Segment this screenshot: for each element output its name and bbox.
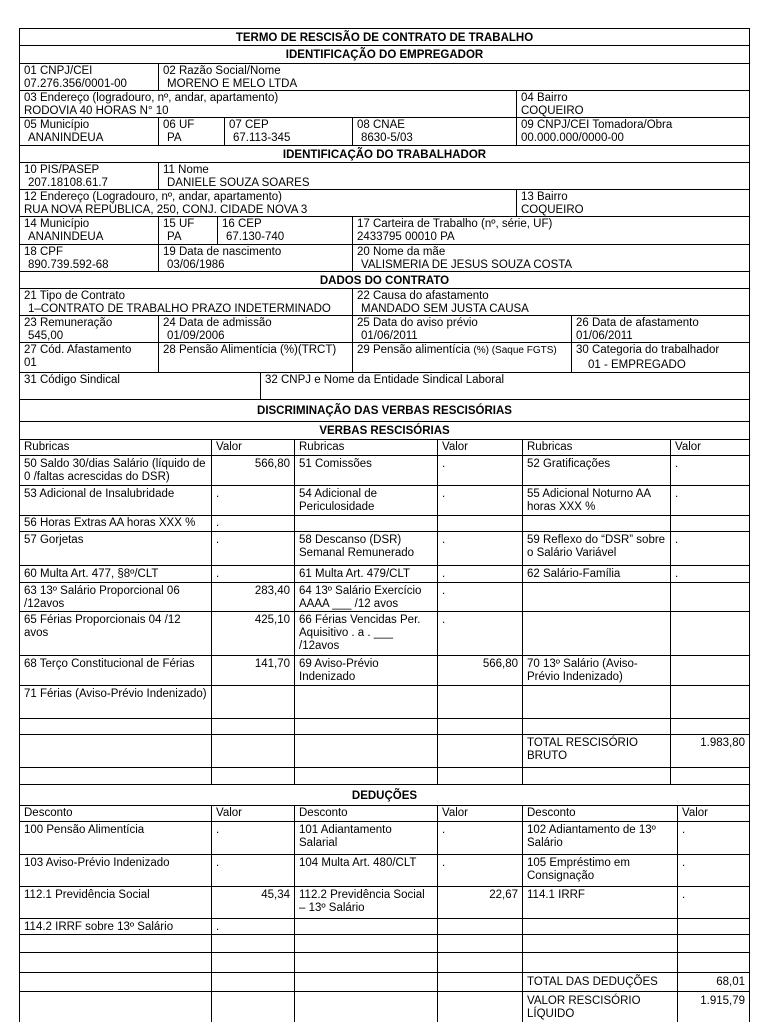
field-data-nascimento	[158, 245, 352, 271]
empty-cell	[522, 612, 670, 655]
empty-cell	[211, 953, 294, 972]
field-label: 16 CEP	[222, 218, 262, 230]
col-header-valor: Valor	[677, 806, 749, 821]
empty-cell	[437, 935, 522, 952]
table-row	[19, 532, 750, 566]
rubrica-55: 55 Adicional Noturno AA horas XXX %	[522, 486, 670, 515]
field-value: 00.000.000/0000-00	[521, 132, 624, 144]
field-remuneracao	[20, 316, 158, 342]
valor-51: .	[437, 456, 522, 485]
table-row	[19, 953, 750, 973]
field-value: 07.276.356/0001-00	[24, 78, 127, 90]
desconto-100: 100 Pensão Alimentícia	[24, 824, 145, 836]
field-cep	[224, 118, 352, 145]
field-label: 26 Data de afastamento	[576, 317, 699, 329]
valor-102: .	[677, 822, 749, 854]
field-value: 890.739.592-68	[28, 259, 109, 271]
desconto-112-1: 112.1 Previdência Social	[24, 889, 150, 901]
rubrica-60: 60 Multa Art. 477, §8º/CLT	[24, 568, 159, 580]
col-header-valor: Valor	[211, 806, 294, 821]
trabalhador-row-3	[19, 217, 750, 245]
field-label: 24 Data de admissão	[163, 317, 272, 329]
deducoes-column-header	[19, 806, 750, 822]
empregador-row-1	[19, 64, 750, 91]
total-deducoes-value: 68,01	[677, 973, 749, 991]
table-row	[19, 516, 750, 532]
field-value: COQUEIRO	[521, 105, 584, 117]
field-label: 32 CNPJ e Nome da Entidade Sindical Laboral	[265, 374, 505, 386]
empty-cell	[294, 919, 437, 934]
empty-cell	[437, 735, 522, 767]
field-nome-mae	[352, 245, 749, 271]
rubrica-68: 68 Terço Constitucional de Férias	[24, 658, 195, 670]
field-cnae	[352, 118, 516, 145]
field-label: 19 Data de nascimento	[163, 246, 282, 258]
empty-cell	[522, 768, 670, 784]
field-label: 18 CPF	[24, 246, 63, 258]
rubrica-64: 64 13º Salário Exercício AAAA ___ /12 avos	[294, 583, 437, 611]
field-cod-afastamento	[20, 343, 158, 372]
field-value: ANANINDEUA	[28, 231, 104, 243]
desconto-103: 103 Aviso-Prévio Indenizado	[24, 857, 170, 869]
field-label: 20 Nome da mãe	[357, 246, 446, 258]
table-row	[19, 656, 750, 686]
desconto-102: 102 Adiantamento de 13º Salário	[522, 822, 677, 854]
field-label: 03 Endereço (logradouro, nº, andar, apartamento)	[24, 92, 279, 104]
total-deducoes-label: TOTAL DAS DEDUÇÕES	[522, 973, 677, 991]
valor-liquido-label: VALOR RESCISÓRIO LÍQUIDO	[522, 992, 677, 1022]
rubrica-66: 66 Férias Vencidas Per. Aquisitivo . a . ___ /12avos	[294, 612, 437, 655]
empty-cell	[522, 516, 670, 531]
field-municipio-trabalhador	[20, 217, 158, 244]
field-uf	[158, 118, 224, 145]
valor-68: 141,70	[211, 656, 294, 685]
valor-114-1: .	[677, 887, 749, 918]
field-label: 31 Código Sindical	[24, 374, 120, 386]
empty-cell	[522, 719, 670, 734]
col-header-rubricas: Rubricas	[522, 440, 670, 455]
field-label-suffix: (%) (Saque FGTS)	[473, 345, 557, 356]
empty-cell	[437, 919, 522, 934]
contrato-row-4	[19, 373, 750, 400]
empty-cell	[437, 992, 522, 1022]
field-label: 25 Data do aviso prévio	[357, 317, 478, 329]
rubrica-53: 53 Adicional de Insalubridade	[24, 488, 175, 500]
title-row	[19, 28, 750, 46]
field-label: 02 Razão Social/Nome	[163, 65, 281, 77]
empty-cell	[20, 973, 211, 991]
col-header-valor: Valor	[211, 440, 294, 455]
valor-52: .	[670, 456, 749, 485]
field-label: 27 Cód. Afastamento	[24, 344, 132, 356]
empty-cell	[211, 686, 294, 718]
table-row	[19, 566, 750, 583]
valor-100: .	[211, 822, 294, 854]
empty-cell	[670, 583, 749, 611]
field-label	[357, 344, 567, 357]
valor-112-1: 45,34	[211, 887, 294, 918]
field-endereco	[20, 91, 516, 117]
contrato-row-3	[19, 343, 750, 373]
empty-cell	[294, 973, 437, 991]
col-header-desconto: Desconto	[294, 806, 437, 821]
rubrica-62: 62 Salário-Família	[522, 566, 670, 582]
valor-63: 283,40	[211, 583, 294, 611]
empty-cell	[670, 719, 749, 734]
col-header-valor: Valor	[670, 440, 749, 455]
empty-cell	[522, 935, 677, 952]
field-categoria	[571, 343, 749, 372]
empty-cell	[522, 583, 670, 611]
trabalhador-row-1	[19, 163, 750, 190]
field-causa-afastamento	[352, 289, 749, 315]
empregador-row-3	[19, 118, 750, 146]
col-header-desconto: Desconto	[24, 807, 73, 819]
field-label: 28 Pensão Alimentícia (%)(TRCT)	[163, 344, 337, 356]
valor-60: .	[211, 566, 294, 582]
field-value: 67.130-740	[226, 231, 285, 243]
desconto-114-1: 114.1 IRRF	[522, 887, 677, 918]
field-data-aviso-previo	[352, 316, 571, 342]
field-label: 05 Município	[24, 119, 90, 131]
field-value: 03/06/1986	[167, 259, 225, 271]
valor-66: .	[437, 612, 522, 655]
valor-57: .	[211, 532, 294, 565]
empty-cell	[670, 612, 749, 655]
empty-cell	[294, 719, 437, 734]
empty-cell	[437, 973, 522, 991]
contrato-row-1	[19, 289, 750, 316]
rubrica-65: 65 Férias Proporcionais 04 /12 avos	[24, 614, 181, 639]
col-header-desconto: Desconto	[522, 806, 677, 821]
field-cnpj-tomadora	[516, 118, 749, 145]
section-heading-trabalhador: IDENTIFICAÇÃO DO TRABALHADOR	[282, 149, 487, 161]
valor-55: .	[670, 486, 749, 515]
empty-cell	[677, 935, 749, 952]
empty-cell	[294, 516, 437, 531]
field-label: 17 Carteira de Trabalho (nº, série, UF)	[357, 218, 553, 230]
empty-cell	[437, 516, 522, 531]
empty-cell	[20, 953, 211, 972]
table-row	[19, 686, 750, 719]
section-heading-verbas: DISCRIMINAÇÃO DAS VERBAS RESCISÓRIAS	[257, 405, 512, 417]
valor-62: .	[670, 566, 749, 582]
empregador-row-2	[19, 91, 750, 118]
field-value: COQUEIRO	[521, 204, 584, 216]
field-bairro	[516, 91, 749, 117]
table-row	[19, 973, 750, 992]
field-value: 207.18108.61.7	[28, 177, 108, 189]
empty-cell	[437, 686, 522, 718]
empty-cell	[670, 656, 749, 685]
field-label: 13 Bairro	[521, 191, 568, 203]
table-row	[19, 612, 750, 656]
field-value: 8630-5/03	[361, 132, 413, 144]
field-value: 2433795 00010 PA	[357, 231, 455, 243]
valor-105: .	[677, 855, 749, 886]
section-subheading-verbas: VERBAS RESCISÓRIAS	[319, 425, 450, 437]
trabalhador-row-4	[19, 245, 750, 272]
rubrica-54: 54 Adicional de Periculosidade	[294, 486, 437, 515]
empty-cell	[677, 919, 749, 934]
rubrica-56: 56 Horas Extras AA horas XXX %	[24, 517, 196, 529]
empty-cell	[670, 686, 749, 718]
verbas-heading-row	[19, 400, 750, 422]
desconto-105: 105 Empréstimo em Consignação	[522, 855, 677, 886]
field-data-admissao	[158, 316, 352, 342]
desconto-114-2: 114.2 IRRF sobre 13º Salário	[24, 921, 174, 933]
valor-54: .	[437, 486, 522, 515]
field-label: 04 Bairro	[521, 92, 568, 104]
empty-cell	[670, 768, 749, 784]
empty-cell	[437, 719, 522, 734]
total-bruto-label: TOTAL RESCISÓRIO BRUTO	[522, 735, 670, 767]
table-row	[19, 887, 750, 919]
field-endereco-trabalhador	[20, 190, 516, 216]
valor-59: .	[670, 532, 749, 565]
field-value: 67.113-345	[233, 132, 291, 144]
rubrica-71: 71 Férias (Aviso-Prévio Indenizado)	[24, 688, 207, 700]
desconto-112-2: 112.2 Previdência Social – 13º Salário	[294, 887, 437, 918]
empty-cell	[294, 735, 437, 767]
empty-cell	[677, 953, 749, 972]
col-header-rubricas: Rubricas	[24, 441, 70, 453]
table-row	[19, 456, 750, 486]
table-row	[19, 768, 750, 785]
field-cnpj	[20, 64, 158, 90]
field-data-afastamento	[571, 316, 749, 342]
field-value: 01/09/2006	[167, 330, 225, 342]
field-pensao-fgts	[352, 343, 571, 372]
table-row	[19, 992, 750, 1022]
rubrica-61: 61 Multa Art. 479/CLT	[294, 566, 437, 582]
col-header-valor: Valor	[437, 806, 522, 821]
empty-cell	[20, 935, 211, 952]
valor-65: 425,10	[211, 612, 294, 655]
field-label: 09 CNPJ/CEI Tomadora/Obra	[521, 119, 673, 131]
field-entidade-sindical	[260, 373, 749, 399]
field-nome	[158, 163, 749, 189]
form-title: TERMO DE RESCISÃO DE CONTRATO DE TRABALHO	[235, 32, 534, 44]
field-carteira-trabalho	[352, 217, 749, 244]
field-codigo-sindical	[20, 373, 260, 399]
field-label: 21 Tipo de Contrato	[24, 290, 126, 302]
empty-cell	[522, 919, 677, 934]
field-label: 08 CNAE	[357, 119, 405, 131]
field-label: 10 PIS/PASEP	[24, 164, 100, 176]
section-heading-contrato: DADOS DO CONTRATO	[319, 275, 450, 287]
empty-cell	[294, 768, 437, 784]
empty-cell	[522, 953, 677, 972]
field-value: PA	[167, 132, 182, 144]
valor-103: .	[211, 855, 294, 886]
desconto-104: 104 Multa Art. 480/CLT	[294, 855, 437, 886]
field-razao-social	[158, 64, 749, 90]
field-label-main: 29 Pensão alimentícia	[357, 344, 471, 356]
rubrica-52: 52 Gratificações	[522, 456, 670, 485]
valor-64: .	[437, 583, 522, 611]
table-row	[19, 486, 750, 516]
table-row	[19, 855, 750, 887]
empty-cell	[211, 719, 294, 734]
field-label: 14 Município	[24, 218, 90, 230]
field-pensao-trct	[158, 343, 352, 372]
rubrica-57: 57 Gorjetas	[24, 534, 84, 546]
field-value: 01	[24, 357, 37, 369]
valor-104: .	[437, 855, 522, 886]
empty-cell	[670, 516, 749, 531]
trabalhador-heading-row	[19, 146, 750, 163]
field-value: MANDADO SEM JUSTA CAUSA	[361, 303, 529, 315]
field-value: 545,00	[28, 330, 64, 342]
rubrica-50: 50 Saldo 30/dias Salário (líquido de 0 /faltas acrescidas do DSR)	[24, 458, 206, 483]
empty-cell	[294, 935, 437, 952]
field-label: 23 Remuneração	[24, 317, 113, 329]
col-header-rubricas: Rubricas	[294, 440, 437, 455]
empty-cell	[522, 686, 670, 718]
verbas-column-header	[19, 440, 750, 456]
valor-61: .	[437, 566, 522, 582]
empty-cell	[211, 768, 294, 784]
valor-liquido-value: 1.915,79	[677, 992, 749, 1022]
field-value: 1–CONTRATO DE TRABALHO PRAZO INDETERMINADO	[28, 303, 331, 315]
empty-cell	[211, 973, 294, 991]
deducoes-heading-row	[19, 785, 750, 806]
field-value: DANIELE SOUZA SOARES	[167, 177, 310, 189]
rubrica-59: 59 Reflexo do “DSR” sobre o Salário Variável	[522, 532, 670, 565]
field-label: 22 Causa do afastamento	[357, 290, 489, 302]
table-row	[19, 583, 750, 612]
valor-101: .	[437, 822, 522, 854]
empty-cell	[211, 992, 294, 1022]
table-row	[19, 719, 750, 735]
contrato-heading-row	[19, 272, 750, 289]
field-label: 11 Nome	[163, 164, 209, 176]
table-row	[19, 935, 750, 953]
valor-112-2: 22,67	[437, 887, 522, 918]
field-value: ANANINDEUA	[28, 132, 104, 144]
valor-114-2: .	[211, 919, 294, 934]
rubrica-58: 58 Descanso (DSR) Semanal Remunerado	[294, 532, 437, 565]
empty-cell	[20, 768, 211, 784]
table-row	[19, 822, 750, 855]
trct-form	[19, 28, 750, 1022]
rubrica-69: 69 Aviso-Prévio Indenizado	[294, 656, 437, 685]
empty-cell	[294, 992, 437, 1022]
field-pis	[20, 163, 158, 189]
field-label: 07 CEP	[229, 119, 269, 131]
field-bairro-trabalhador	[516, 190, 749, 216]
empregador-heading-row	[19, 46, 750, 64]
section-heading-empregador: IDENTIFICAÇÃO DO EMPREGADOR	[285, 49, 484, 61]
field-label: 06 UF	[163, 119, 195, 131]
contrato-row-2	[19, 316, 750, 343]
field-value: 01/06/2011	[361, 330, 418, 342]
field-label: 12 Endereço (Logradouro, nº, andar, apartamento)	[24, 191, 283, 203]
empty-cell	[20, 719, 211, 734]
field-cep-trabalhador	[217, 217, 352, 244]
total-bruto-value: 1.983,80	[670, 735, 749, 767]
rubrica-51: 51 Comissões	[294, 456, 437, 485]
table-row	[19, 919, 750, 935]
valor-69: 566,80	[437, 656, 522, 685]
rubrica-63: 63 13º Salário Proporcional 06 /12avos	[24, 585, 180, 610]
field-municipio	[20, 118, 158, 145]
empty-cell	[20, 735, 211, 767]
field-value: 01 - EMPREGADO	[588, 359, 686, 371]
col-header-valor: Valor	[437, 440, 522, 455]
field-label: 01 CNPJ/CEI	[24, 65, 93, 77]
field-value: VALISMERIA DE JESUS SOUZA COSTA	[361, 259, 573, 271]
field-cpf	[20, 245, 158, 271]
valor-53: .	[211, 486, 294, 515]
field-uf-trabalhador	[158, 217, 217, 244]
valor-58: .	[437, 532, 522, 565]
field-label: 30 Categoria do trabalhador	[576, 344, 720, 356]
valor-50: 566,80	[211, 456, 294, 485]
empty-cell	[437, 768, 522, 784]
verbas-subheading-row	[19, 422, 750, 440]
desconto-101: 101 Adiantamento Salarial	[294, 822, 437, 854]
empty-cell	[211, 935, 294, 952]
field-tipo-contrato	[20, 289, 352, 315]
trabalhador-row-2	[19, 190, 750, 217]
field-value: RODOVIA 40 HORAS N° 10	[24, 105, 169, 117]
field-value: RUA NOVA REPÚBLICA, 250, CONJ. CIDADE NOVA 3	[24, 204, 308, 216]
field-value: MORENO E MELO LTDA	[167, 78, 298, 90]
empty-cell	[437, 953, 522, 972]
field-label: 15 UF	[163, 218, 195, 230]
rubrica-70: 70 13º Salário (Aviso-Prévio Indenizado)	[522, 656, 670, 685]
empty-cell	[294, 953, 437, 972]
valor-56: .	[211, 516, 294, 531]
empty-cell	[211, 735, 294, 767]
field-value: PA	[167, 231, 182, 243]
empty-cell	[294, 686, 437, 718]
table-row	[19, 735, 750, 768]
field-value: 01/06/2011	[576, 330, 633, 342]
section-heading-deducoes: DEDUÇÕES	[351, 790, 418, 802]
empty-cell	[20, 992, 211, 1022]
